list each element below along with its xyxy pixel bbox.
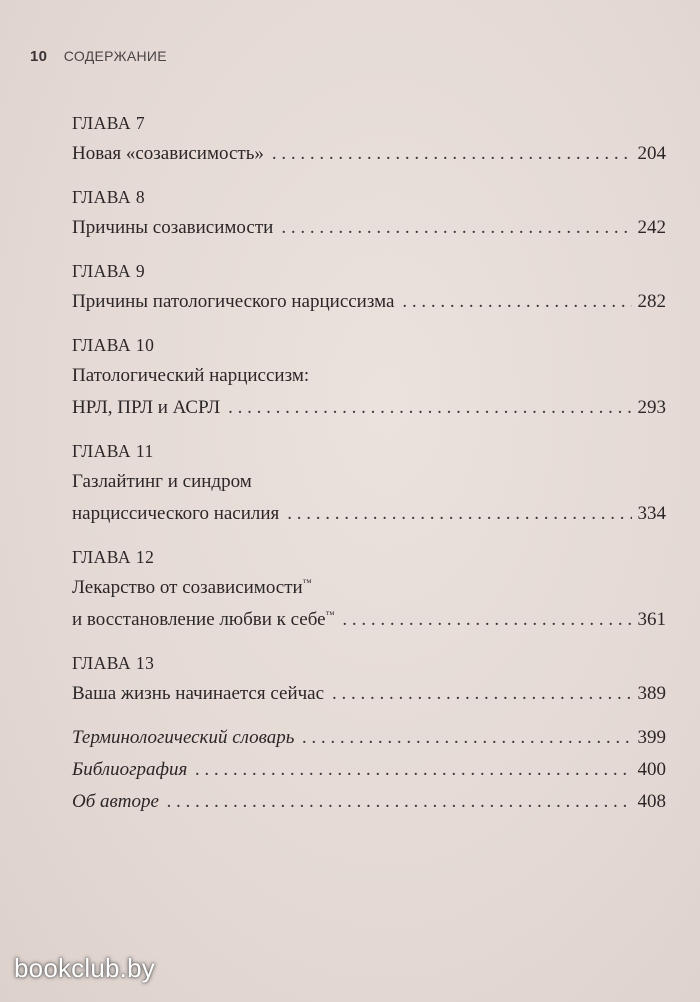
toc-chapter-12[interactable] xyxy=(72,542,666,636)
dot-leader xyxy=(195,754,631,786)
toc-chapter-10[interactable] xyxy=(72,330,666,424)
toc-entry-line xyxy=(72,678,666,710)
chapter-page: 334 xyxy=(637,503,666,524)
dot-leader xyxy=(287,498,631,530)
running-head-title: СОДЕРЖАНИЕ xyxy=(63,48,167,64)
chapter-title-cont: нарциссического насилия xyxy=(72,503,280,524)
chapter-label: ГЛАВА 13 xyxy=(72,653,155,673)
toc-entry-line xyxy=(72,466,666,498)
dot-leader xyxy=(342,604,631,636)
chapter-title: Ваша жизнь начинается сейчас xyxy=(72,683,325,704)
toc-entry-line xyxy=(72,138,666,170)
chapter-title: Причины патологического нарциссизма xyxy=(72,291,395,312)
chapter-label: ГЛАВА 10 xyxy=(72,335,155,355)
toc-chapter-11[interactable] xyxy=(72,436,666,530)
toc-chapter-7[interactable] xyxy=(72,108,666,170)
dot-leader xyxy=(228,392,631,424)
chapter-title: Газлайтинг и синдром xyxy=(72,471,252,492)
toc-appendix-glossary[interactable] xyxy=(72,722,666,754)
chapter-page: 361 xyxy=(637,609,666,630)
chapter-label: ГЛАВА 8 xyxy=(72,187,146,207)
running-head xyxy=(30,48,167,65)
appendix-page: 399 xyxy=(637,727,666,748)
chapter-label: ГЛАВА 9 xyxy=(72,261,146,281)
chapter-title-cont: НРЛ, ПРЛ и АСРЛ xyxy=(72,397,221,418)
page-number: 10 xyxy=(30,48,48,65)
toc-entry-line xyxy=(72,572,666,604)
chapter-page: 282 xyxy=(637,291,666,312)
toc-entry-line xyxy=(72,360,666,392)
appendix-page: 400 xyxy=(637,759,666,780)
chapter-title: Новая «созависимость» xyxy=(72,143,264,164)
dot-leader xyxy=(332,678,631,710)
chapter-page: 389 xyxy=(637,683,666,704)
dot-leader xyxy=(281,212,631,244)
appendix-page: 408 xyxy=(637,791,666,812)
toc-entry-line xyxy=(72,392,666,424)
appendix-title: Терминологический словарь xyxy=(72,727,295,748)
chapter-title-text: и восстановление любви к себе xyxy=(72,609,326,630)
chapter-page: 204 xyxy=(637,143,666,164)
chapter-title-text: Лекарство от созависимости xyxy=(72,577,303,598)
chapter-title-cont xyxy=(72,604,334,636)
dot-leader xyxy=(302,722,631,754)
chapter-page: 293 xyxy=(637,397,666,418)
dot-leader xyxy=(272,138,632,170)
chapter-page: 242 xyxy=(637,217,666,238)
toc-appendix-bibliography[interactable] xyxy=(72,754,666,786)
toc-chapter-8[interactable] xyxy=(72,182,666,244)
toc-entry-line xyxy=(72,286,666,318)
trademark-mark: ™ xyxy=(325,609,335,620)
table-of-contents xyxy=(72,108,666,818)
watermark-text: bookclub.by xyxy=(14,953,155,983)
toc-appendix-about-author[interactable] xyxy=(72,786,666,818)
chapter-label: ГЛАВА 11 xyxy=(72,441,154,461)
toc-entry-line xyxy=(72,498,666,530)
dot-leader xyxy=(402,286,631,318)
chapter-title: Патологический нарциссизм: xyxy=(72,365,310,386)
toc-entry-line xyxy=(72,604,666,636)
appendix-title: Библиография xyxy=(72,759,188,780)
dot-leader xyxy=(167,786,632,818)
chapter-label: ГЛАВА 12 xyxy=(72,547,155,567)
chapter-title: Причины созависимости xyxy=(72,217,274,238)
toc-chapter-9[interactable] xyxy=(72,256,666,318)
chapter-title xyxy=(72,577,312,598)
trademark-mark: ™ xyxy=(302,577,312,588)
toc-entry-line xyxy=(72,212,666,244)
appendix-title: Об авторе xyxy=(72,791,159,812)
chapter-label: ГЛАВА 7 xyxy=(72,113,146,133)
toc-chapter-13[interactable] xyxy=(72,648,666,710)
